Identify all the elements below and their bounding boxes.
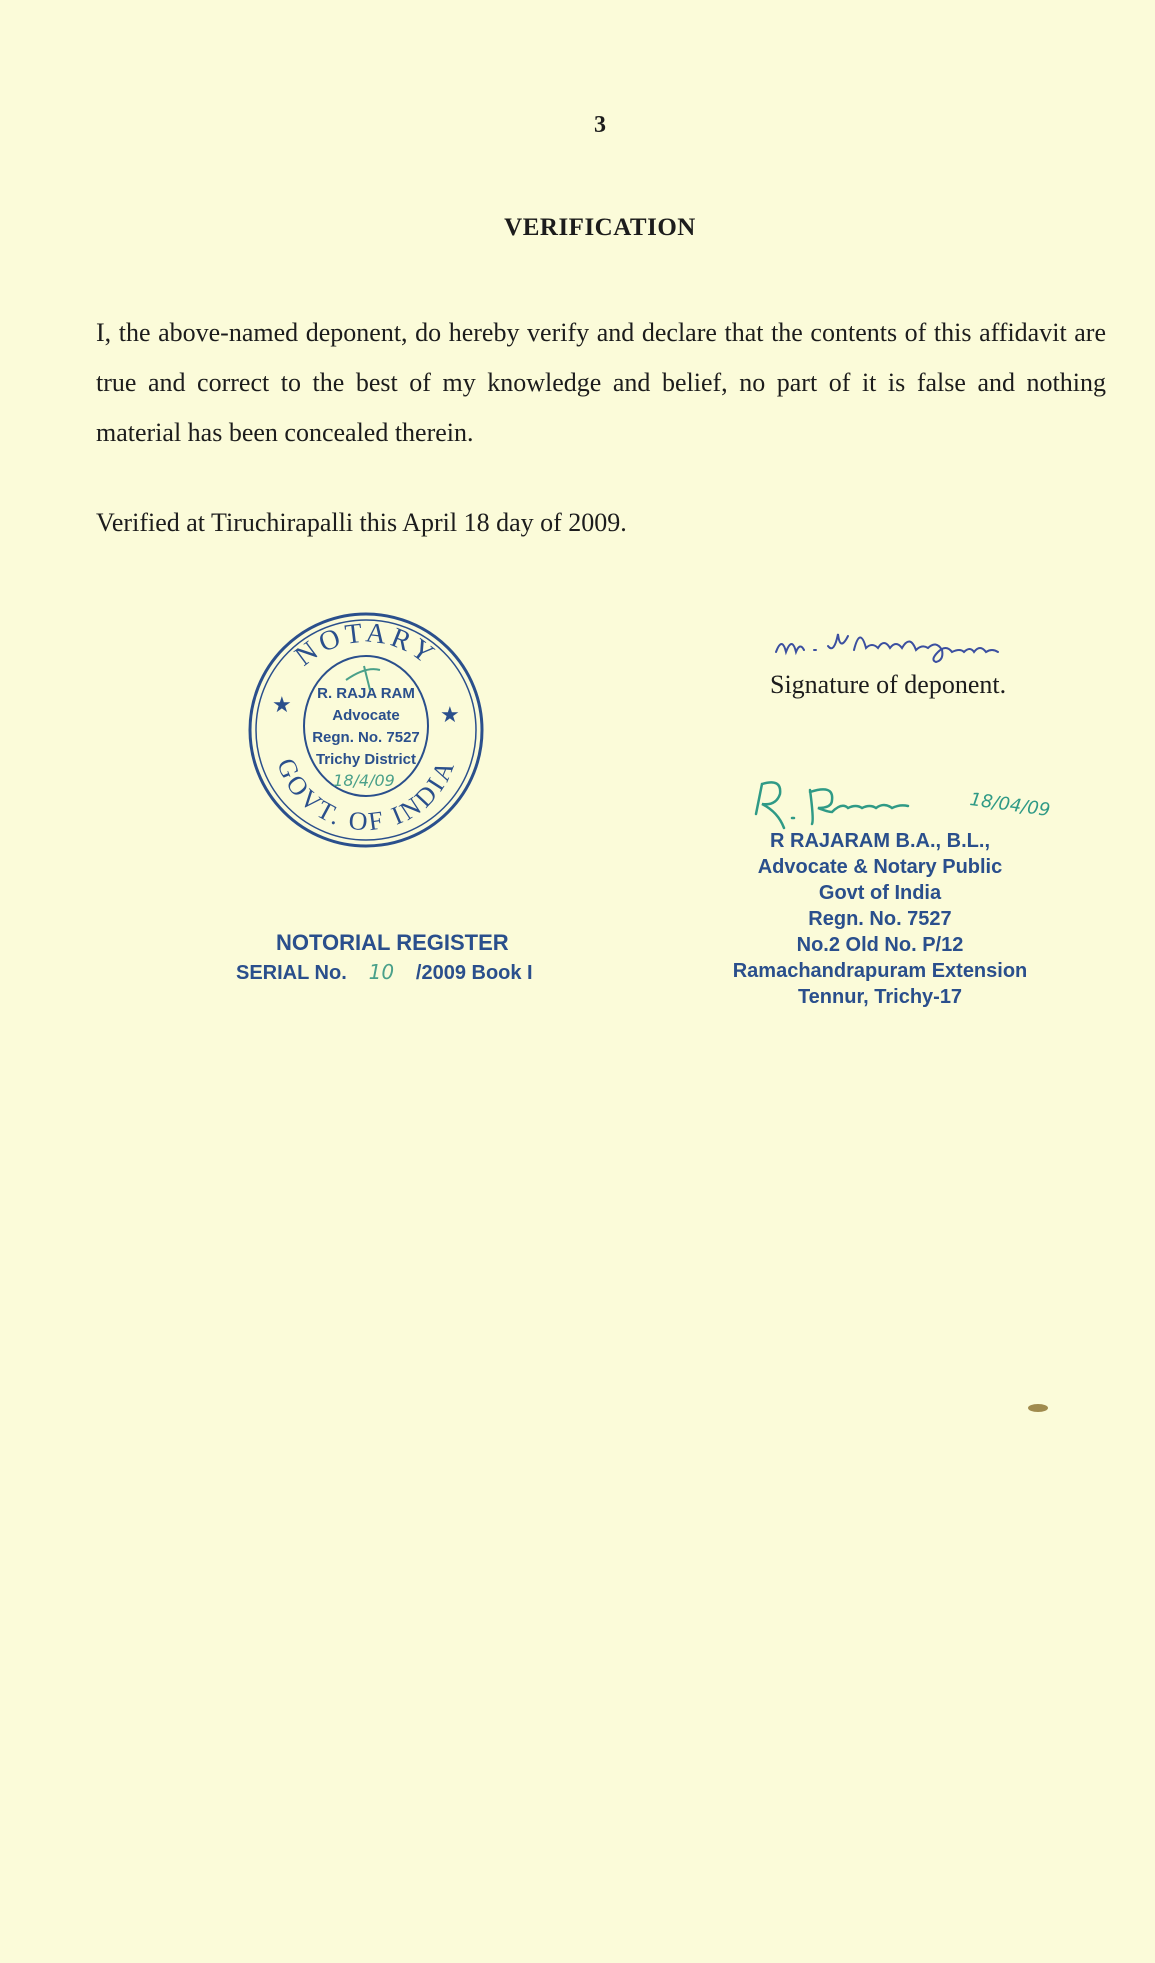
notary-stamp-line: Ramachandrapuram Extension	[732, 960, 1028, 982]
notary-stamp-line: Advocate & Notary Public	[757, 856, 1003, 878]
serial-number: 10	[368, 960, 395, 984]
register-title: NOTORIAL REGISTER	[276, 930, 509, 955]
page-title: VERIFICATION	[504, 214, 696, 241]
notary-stamp-line: R RAJARAM B.A., B.L.,	[770, 830, 990, 852]
serial-suffix: /2009 Book I	[415, 962, 533, 984]
notorial-register-stamp	[236, 930, 596, 985]
seal-center-line: R. RAJA RAM	[317, 685, 415, 702]
notary-stamp-line: Regn. No. 7527	[808, 908, 952, 930]
star-icon: ★	[440, 702, 460, 727]
notary-handwritten-date: 18/04/09	[968, 789, 1052, 822]
seal-center-line: Trichy District	[315, 751, 417, 768]
deponent-signature-label: Signature of deponent.	[770, 670, 1007, 699]
seal-top-text: NOTARY	[289, 617, 443, 673]
notary-address-stamp	[690, 828, 1070, 1010]
notary-stamp-line: No.2 Old No. P/12	[796, 934, 964, 956]
seal-handwritten-date: 18/4/09	[333, 771, 395, 790]
page-number: 3	[594, 112, 606, 138]
star-icon: ★	[272, 692, 292, 717]
seal-center-line: Advocate	[332, 707, 400, 724]
verification-paragraph: I, the above-named deponent, do hereby verify and declare that the contents of this affidavit are true and correct to the best of my knowledge and belief, no part of it is false and nothing material has been concealed therein.	[96, 318, 1106, 447]
seal-bottom-text: GOVT. OF INDIA	[271, 754, 461, 837]
notary-stamp-line: Govt of India	[818, 882, 942, 904]
deponent-signature	[770, 616, 1070, 664]
serial-prefix: SERIAL No.	[236, 962, 347, 984]
register-serial	[236, 960, 596, 985]
notary-stamp-line: Tennur, Trichy-17	[797, 986, 963, 1008]
notary-seal	[246, 610, 486, 850]
seal-center-line: Regn. No. 7527	[312, 729, 420, 746]
verified-line: Verified at Tiruchirapalli this April 18 day of 2009.	[96, 508, 627, 537]
ink-smudge	[1028, 1404, 1048, 1412]
